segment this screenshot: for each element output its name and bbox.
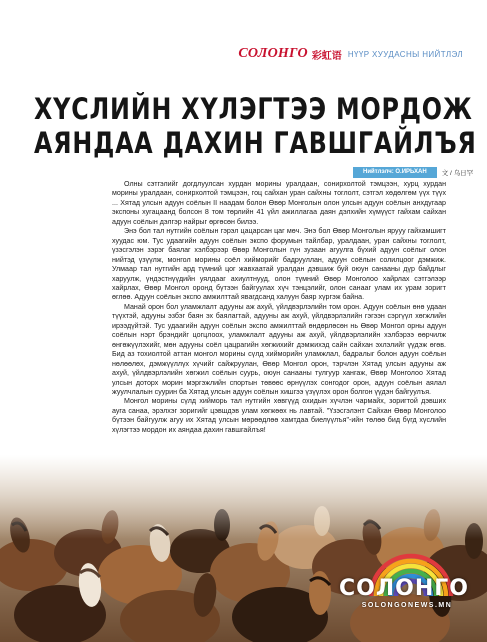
paragraph-4: Монгол морины сүлд хийморь тал нутгийн хөвгүүд охидын хүчлэн чармайх, зоригтой дэвших ауга санаа, эрэлхэг зоригийг цэвшдэв улам хөгжөөх нь лавтай. "Үзэсгэлэнт Сайхан Өвөр Монголоо бүтээн байгуулж агуу их Хятад улсын мөрөөдлөө хамтдаа биелүүлъя"-ийн төлөө бид бүгд хүслийн хүлэгтээ мордон их аяндаа дахин гавшгайлъя! xyxy=(112,397,446,434)
article-title xyxy=(34,92,477,160)
byline-author: Нийтлэлч: О.ИРЬХАН xyxy=(353,167,437,178)
article-title-line-2: АЯНДАА ДАХИН ГАВШГАЙЛЪЯ xyxy=(34,126,477,160)
logo-wordmark: СОЛОНГО xyxy=(339,576,469,601)
paragraph-1: Олны сэтгэлийг догдлуулсан хурдан морины уралдаан, сонирхолтой тэмцээн, хурц хурдан морины уралдаан, сонирхолтой тэмцээн, гоц сайхан уран сайхны тоглолт, сэтгэл хөдөлгөм үүх түүх ... Хятад улсын адуун соёлын II наадам болон Өвөр Монголын олон улсын адуун соёлын анхдугаар экспоны хугацаанд болсон 8 том төрлийн 41 үйл ажиллагаа даян дэлхийн хүмүүст гайхам сайхан адуун соёлын дэлгэр найрыг өргөсөн билээ. xyxy=(112,180,446,226)
brand-name: СОЛОНГО xyxy=(238,46,308,61)
byline xyxy=(353,167,473,178)
paragraph-3: Манай орон бол уламжлалт адууны аж ахуй, үйлдвэрлэлийн том орон. Адуун соёлын өнө удаан түүхтэй, адууны эзбэг баян эх баялагтай, адууны аж ахуй, үйлдвэрлэлийн гэгээн сэргүүл хөгжлийн ирээдүйтэй. Тус удаагийн адуун соёлын экспо амжилттай өндөрлөсөн нь Өвөр Монгол орны адуун соёлын нэрт брэндийг цогцлоох, уламжлалт адууны аж ахуй, үйлдвэрлэлийн хэлбэрээ өөрчилж өнгөжүүлэхийг, мөн адууны соёл цацрагийн хөгжихийг дэмжихэд сайн сайхан эхлэлийг үүдэж өгөв. Бид аз тохиолтой аттан монгол морины сүлд хийморийн уламжлал, бадралыг болон адуун соёлын нөлөөлөх, дэмжүүллүх хүчийг сайжруулан, Өвөр Монгол орон, тэрчлэн Хятад улсын адууны аж ахуй, үйлдвэрлэлийн хөгжил соёлын суурь, оюун санааны тулгуур хангаж, Өвөр Монголоо Хятад улсын доторх морин мэргэжлийн спортын төвөөс өрнүүлэх сонгодог орон, адуун соёлын аялал жуулчлалын суурин ба Хятад улсын адуун соёлын хишгээ үзүүлэх орон болгон үүдэн байгуулъя. xyxy=(112,302,446,396)
page-header xyxy=(238,44,463,64)
brand-chinese: 彩虹语 xyxy=(311,50,342,62)
paragraph-2: Энэ бол тал нутгийн соёлын гэрэл цацарсан цаг мөч. Энэ бол Өвөр Монголын ярууу гайхамшигт хуудас юм. Тус удаагийн адуун соёлын экспо форумын тайлбар, уралдаан, уран сайхны тоглолт, үзэсгэлэн зэрэг баялаг хэлбэрээр Өвөр Монголын гүн зузаан агуулга бүхий адуун соёлыг олон нийтэд үзүүлж, монгол морины соёл хийморийг бадрууллан, адуун соёлын солилцоог дэмжиж. Улмаар тал нутгийн ард түмний цог жавхаатай уралдан дэвшиж буй оюун санааны дүр байдлыг харуулж, үндэстнүүдийн уялдааг ахиултнууд, олон түмний Өвөр Монголоо хайрлах сэтгэлээр хайрлах, Өвөр Монгол оронд бүтээн байгуулах хүч тэнцэлийг, олон санааг улам их урам зоригт өглөө. Адуун соёлын экспо амжилттай явагдсанд халуун баяр хүргэж байна. xyxy=(112,227,446,302)
section-tagline: НҮҮР ХУУДАСНЫ НИЙТЛЭЛ xyxy=(347,49,463,59)
article-body xyxy=(112,180,446,435)
article-title-line-1: ХҮСЛИЙН ХҮЛЭГТЭЭ МОРДОЖ xyxy=(34,92,473,126)
byline-chinese: 文 / 乌日罕 xyxy=(441,170,474,177)
logo-url: SOLONGONEWS.MN xyxy=(361,602,453,609)
